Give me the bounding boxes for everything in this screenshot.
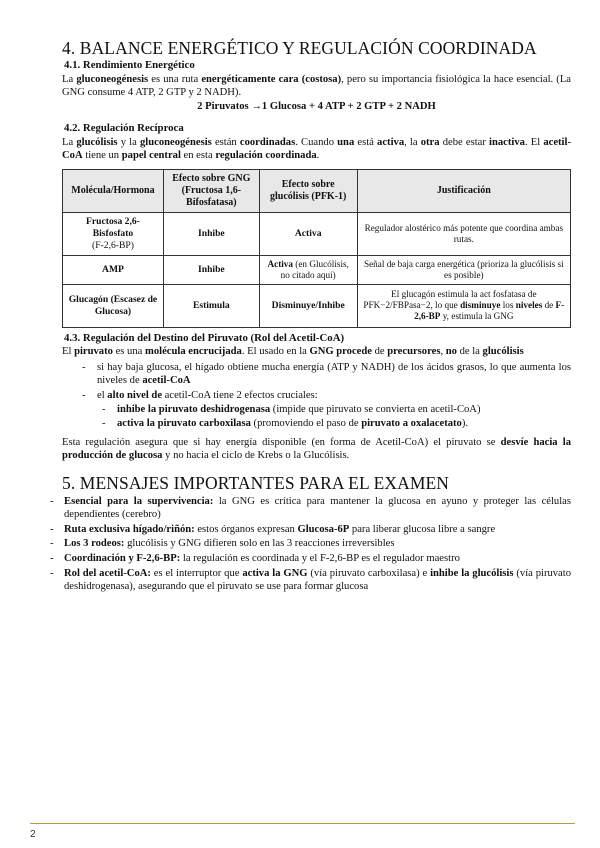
pyruvate-list [62, 361, 571, 431]
footer-rule [30, 823, 575, 824]
table-cell-glycolysis-effect: Activa [259, 212, 357, 255]
table-cell-molecule: Fructosa 2,6-Bisfosfato (F-2,6-BP) [63, 212, 164, 255]
table-header-cell: Justificación [357, 169, 570, 212]
paragraph-pyruvate: El piruvato es una molécula encrucijada. El usado en la GNG procede de precursores, no de la glucólisis [62, 346, 524, 358]
table-cell-justification: Regulador alostérico más potente que coordina ambas rutas. [357, 212, 570, 255]
page-number: 2 [30, 829, 36, 840]
table-row [63, 255, 571, 284]
subsection-4-3-title: 4.3. Regulación del Destino del Piruvato (Rol del Acetil-CoA) [64, 331, 345, 344]
list-item: - Rol del acetil-CoA: es el interruptor que activa la GNG (vía piruvato carboxilasa) e inhibe la glucólisis (vía piruvato deshidrogenasa), asegurando que el piruvato se use para formar glucosa [50, 567, 571, 594]
table-cell-molecule: AMP [63, 255, 164, 284]
table-cell-justification: Señal de baja carga energética (prioriza la glucólisis si es posible) [357, 255, 570, 284]
paragraph-energy-yield: La gluconeogénesis es una ruta energéticamente cara (costosa), pero su importancia fisiológica la hace esencial. (La GNG consume 4 ATP, 2 GTP y 2 NADH). [62, 73, 572, 99]
table-cell-gng-effect: Inhibe [163, 212, 259, 255]
table-row [63, 284, 571, 327]
list-item: - activa la piruvato carboxilasa (promoviendo el paso de piruvato a oxalacetato). [62, 417, 571, 431]
table-header-row [63, 169, 571, 212]
table-header-cell: Efecto sobre glucólisis (PFK-1) [259, 169, 357, 212]
table-cell-gng-effect: Estimula [163, 284, 259, 327]
list-item: - si hay baja glucosa, el hígado obtiene mucha energía (ATP y NADH) de los ácidos grasos, lo que aumenta los niveles de acetil-CoA [62, 361, 571, 388]
gng-equation: 2 Piruvatos →1 Glucosa + 4 ATP + 2 GTP + 2 NADH [197, 100, 436, 112]
list-item: - Los 3 rodeos: glucólisis y GNG difieren solo en las 3 reacciones irreversibles [50, 537, 571, 551]
table-cell-justification: El glucagón estimula la act fosfatasa de PFK−2/FBPasa−2, lo que disminuye los niveles de F-2,6-BP y, estimula la GNG [357, 284, 570, 327]
nested-list [62, 403, 571, 431]
table-cell-glycolysis-effect: Activa (en Glucólisis, no citado aquí) [259, 255, 357, 284]
list-item: - Esencial para la supervivencia: la GNG es crítica para mantener la glucosa en ayuno y proteger las células dependientes (cerebro) [50, 495, 571, 522]
table-cell-molecule: Glucagón (Escasez de Glucosa) [63, 284, 164, 327]
table-cell-gng-effect: Inhibe [163, 255, 259, 284]
subsection-4-2-title: 4.2. Regulación Recíproca [64, 122, 184, 135]
list-item: - inhibe la piruvato deshidrogenasa (impide que piruvato se convierta en acetil-CoA) [62, 403, 571, 417]
table-row [63, 212, 571, 255]
page-content [62, 38, 571, 595]
exam-messages-list [62, 495, 571, 594]
table-cell-glycolysis-effect: Disminuye/Inhibe [259, 284, 357, 327]
section-5-title: 5. MENSAJES IMPORTANTES PARA EL EXAMEN [62, 472, 450, 493]
section-4-title: 4. BALANCE ENERGÉTICO Y REGULACIÓN COORDINADA [62, 38, 537, 58]
subsection-4-1-title: 4.1. Rendimiento Energético [64, 59, 195, 72]
table-header-cell: Molécula/Hormona [63, 169, 164, 212]
list-item: - Coordinación y F-2,6-BP: la regulación es coordinada y el F-2,6-BP es el regulador maestro [50, 552, 571, 566]
regulation-table [62, 169, 571, 328]
paragraph-reciprocal-regulation: La glucólisis y la gluconeogénesis están coordinadas. Cuando una está activa, la otra debe estar inactiva. El acetil-CoA tiene un papel central en esta regulación coordinada. [62, 136, 571, 162]
list-item: - el alto nivel de acetil-CoA tiene 2 efectos cruciales: - inhibe la piruvato deshidrogenasa (impide que piruvato se convierta en acetil-CoA) - activa la piruvato carboxilasa (promoviendo el paso de piruvato a oxalacetato). [62, 389, 571, 431]
paragraph-regulation-summary: Esta regulación asegura que si hay energía disponible (en forma de Acetil-CoA) el piruvato se desvíe hacia la producción de glucosa y no hacia el ciclo de Krebs o la Glucólisis. [62, 436, 571, 462]
list-item: - Ruta exclusiva hígado/riñón: estos órganos expresan Glucosa-6P para liberar glucosa libre a sangre [50, 523, 571, 537]
table-header-cell: Efecto sobre GNG (Fructosa 1,6-Bifosfatasa) [163, 169, 259, 212]
